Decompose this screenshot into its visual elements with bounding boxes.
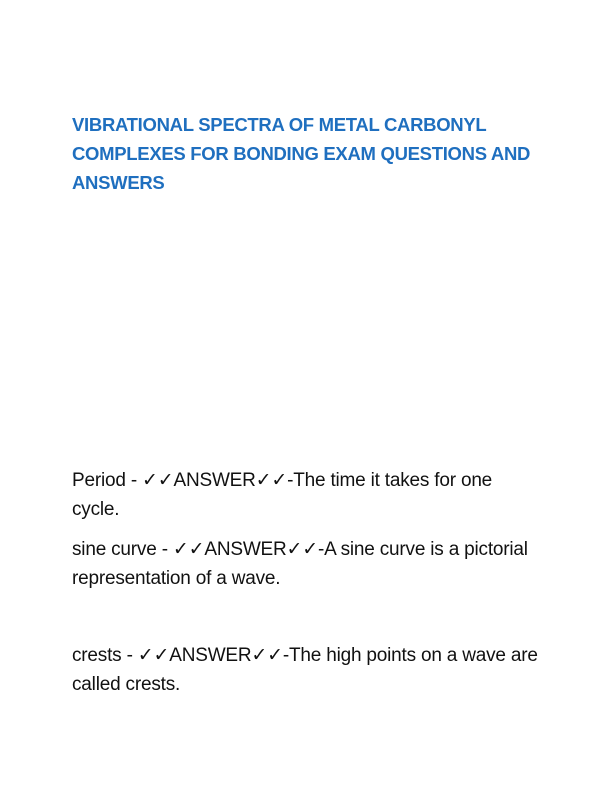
answer-tag: ✓✓ANSWER✓✓ bbox=[137, 645, 283, 666]
qa-term: Period bbox=[72, 470, 126, 491]
qa-definition: -The high points on a wave are called crests. bbox=[72, 645, 538, 695]
qa-term: sine curve bbox=[72, 539, 157, 560]
qa-definition: -The time it takes for one cycle. bbox=[72, 470, 493, 520]
qa-item-period bbox=[72, 466, 542, 524]
qa-separator: - bbox=[125, 470, 143, 491]
qa-item-sine-curve bbox=[72, 535, 542, 593]
qa-definition: -A sine curve is a pictorial representation of a wave. bbox=[72, 539, 528, 589]
answer-tag: ✓✓ANSWER✓✓ bbox=[142, 470, 288, 491]
qa-item-crests bbox=[72, 641, 542, 699]
qa-separator: - bbox=[156, 539, 173, 560]
qa-term: crests bbox=[72, 645, 122, 666]
document-title: VIBRATIONAL SPECTRA OF METAL CARBONYL COMPLEXES FOR BONDING EXAM QUESTIONS AND ANSWERS bbox=[72, 114, 531, 193]
answer-tag: ✓✓ANSWER✓✓ bbox=[172, 539, 318, 560]
qa-separator: - bbox=[121, 645, 138, 666]
